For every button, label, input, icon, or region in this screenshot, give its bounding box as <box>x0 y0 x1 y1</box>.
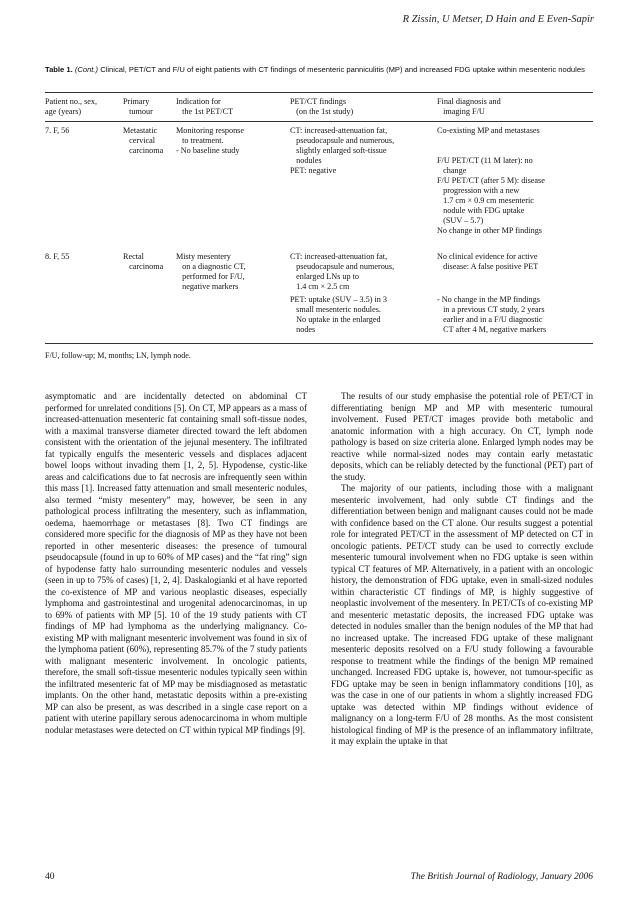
cell-diagnosis: Co-existing MP and metastases <box>437 126 540 135</box>
caption-text: Clinical, PET/CT and F/U of eight patients with CT findings of mesenteric panniculitis (MP) and increased FDG uptake within mesenteric nodules <box>100 65 585 74</box>
cell-patient: 7. F, 56 <box>45 126 70 135</box>
cell-indication: Misty mesentery on a diagnostic CT, performed for F/U, negative markers <box>176 252 246 291</box>
header-tumour: Primary tumour <box>123 97 153 116</box>
cell-findings-pet: PET: uptake (SUV – 3.5) in 3 small mesenteric nodules. No uptake in the enlarged nodes <box>290 295 388 334</box>
right-paragraph: The results of our study emphasise the potential role of PET/CT in differentiating benign MP and MP with mesenteric tumoural involvement. Fused PET/CT images provide both metabolic and anatomic information with a high accuracy. On CT, lymph node pathology is based on size criteria alone. Enlarged lymph nodes may be reactive while normal-sized nodes may contain early metastatic deposits, which can be reliably detected by the functional (PET) part of the study. <box>331 391 593 482</box>
table-footnote: F/U, follow-up; M, months; LN, lymph node. <box>45 351 191 360</box>
header-findings: PET/CT findings (on the 1st study) <box>290 97 354 116</box>
journal-footer: The British Journal of Radiology, January 2006 <box>410 872 593 882</box>
table-top-rule <box>45 92 593 93</box>
cell-findings-pet: PET: negative <box>290 166 337 175</box>
table-caption <box>45 65 593 76</box>
cell-tumour: Rectal carcinoma <box>123 252 164 271</box>
cell-indication: Monitoring response to treatment. - No baseline study <box>176 126 244 155</box>
cell-patient: 8. F, 55 <box>45 252 70 261</box>
cell-tumour: Metastatic cervical carcinoma <box>123 126 164 155</box>
header-patient: Patient no., sex, age (years) <box>45 97 98 116</box>
running-head: R Zissin, U Metser, D Hain and E Even-Sapir <box>402 14 594 25</box>
left-paragraph: asymptomatic and are incidentally detected on abdominal CT performed for unrelated conditions [5]. On CT, MP appears as a mass of increased-attenuation mesenteric fat containing small soft-tissue nodes, with a maximal transverse diameter directed toward the left abdomen consistent with the orientation of the jejunal mesentery. The infiltrated fat typically engulfs the mesenteric vessels and displaces adjacent bowel loops without invading them [1, 2, 5]. Hypodense, cystic-like areas and calcifications due to fat necrosis are infrequently seen within this mass [1]. Increased fatty attenuation and small mesenteric nodules, also termed “misty mesentery” may, however, be seen in any pathological process infiltrating the mesentery, such as inflammation, oedema, haemorrhage or metastases [8]. Two CT findings are considered more specific for the diagnosis of MP as they have not been reported in other mesenteric diseases: the presence of tumoural pseudocapsule (found in up to 60% of MP cases) and the “fat ring” sign of hypodense fatty halo surrounding mesenteric nodules and vessels (seen in up to 75% of cases) [1, 2, 4]. Daskalogianki et al have reported the co-existence of MP and various neoplastic diseases, especially lymphoma and gastrointestinal and urogenital adenocarcinomas, in up to 69% of patients with MP [5]. 10 of the 19 study patients with CT findings of MP had lymphoma as the underlying malignancy. Co-existing MP with malignant mesenteric involvement was found in six of the lymphoma patient (60%), representing 85.7% of the 7 study patients with malignant mesenteric involvement. In oncologic patients, therefore, the small soft-tissue mesenteric nodules typically seen within the infiltrated mesenteric fat of MP may be misdiagnosed as metastatic implants. On the other hand, metastatic deposits within a pre-existing MP can also be present, as was described in a single case report on a patient with uterine papillary serous adenocarcinoma in whom multiple nodular metastases were detected on CT within typical MP findings [9]. <box>45 391 307 735</box>
right-column <box>331 391 593 748</box>
table-bottom-rule <box>45 343 593 344</box>
table-header-rule <box>45 121 593 122</box>
header-indication: Indication for the 1st PET/CT <box>176 97 234 116</box>
cell-diagnosis-followup: F/U PET/CT (11 M later): no change F/U PET/CT (after 5 M): disease progression with a new 1.7 cm × 0.9 cm mesenteric nodule with FDG uptake (SUV – 5.7) No change in other MP findings <box>437 156 545 235</box>
cell-findings-ct: CT: increased-attenuation fat, pseudocapsule and numerous, slightly enlarged soft-tissue nodules <box>290 126 395 165</box>
caption-label: Table 1. <box>45 65 73 74</box>
header-diagnosis: Final diagnosis and imaging F/U <box>437 97 501 116</box>
cell-diagnosis-followup: - No change in the MP findings in a previous CT study, 2 years earlier and in a F/U diagnostic CT after 4 M, negative markers <box>437 295 547 334</box>
cell-diagnosis: No clinical evidence for active disease: A false positive PET <box>437 252 539 271</box>
caption-cont: (Cont.) <box>74 65 99 74</box>
right-paragraph: The majority of our patients, including those with a malignant mesenteric involvement, had only subtle CT findings and the differentiation between benign and malignant causes could not be made with confidence based on the CT alone. Our results suggest a potential role for integrated PET/CT in the assessment of MP detected on CT in oncologic patients. PET/CT study can be used to correctly exclude mesenteric tumoural involvement when no FDG uptake is seen within typical CT features of MP. Alternatively, in a patient with an oncologic history, the demonstration of FDG uptake, even in small-sized nodules within characteristic CT findings of MP, is highly suggestive of neoplastic involvement of the mesentery. In PET/CTs of co-existing MP and mesenteric metastatic deposits, the increased FDG uptake was detected in nodules smaller than the benign nodules of the MP that had no increased uptake. The increased FDG uptake of these malignant mesenteric deposits resolved on a F/U study following a favourable response to treatment while the findings of the benign MP remained unchanged. Increased FDG uptake is, however, not tumour-specific as FDG uptake may be seen in benign inflammatory conditions [10], as was the case in one of our patients in whom a slightly increased FDG uptake was detected within MP findings without evidence of malignancy on a long-term F/U of 28 months. As the most consistent histological finding of MP is the presence of an inflammatory infiltrate, it may explain the uptake in that <box>331 483 593 746</box>
page-number: 40 <box>45 872 55 882</box>
left-column <box>45 391 307 736</box>
cell-findings-ct: CT: increased-attenuation fat, pseudocapsule and numerous, enlarged LNs up to 1.4 cm × 2.5 cm <box>290 252 395 291</box>
